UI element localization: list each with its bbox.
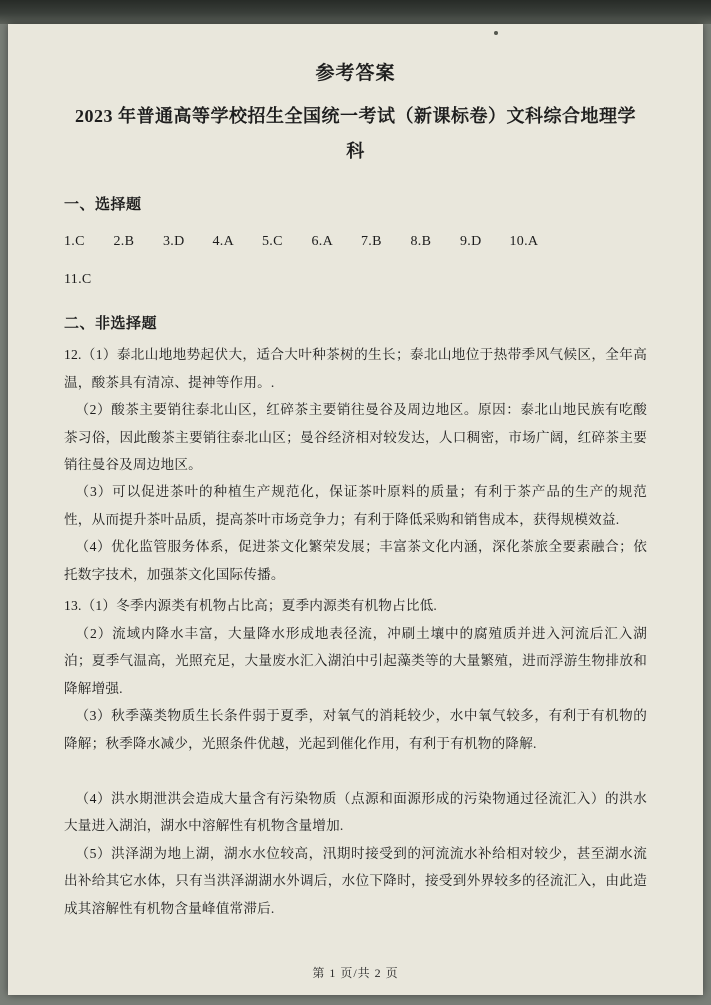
answer-item: 4.A — [212, 234, 235, 250]
answer-item: 10.A — [509, 234, 539, 250]
scan-top-band — [0, 0, 711, 24]
page-title: 参考答案 — [315, 63, 396, 84]
answer-paragraph-q12-1: 12.（1）泰北山地地势起伏大，适合大叶种茶树的生长；泰北山地位于热带季风气候区，全年高温，酸茶具有清凉、提神等作用。. — [64, 347, 647, 390]
answer-item: 3.D — [163, 234, 185, 250]
answer-paragraph-q13-3: （3）秋季藻类物质生长条件弱于夏季，对氧气的消耗较少，水中氧气较多，有利于有机物的降解；秋季降水减少，光照条件优越，光起到催化作用，有利于有机物的降解. — [64, 708, 647, 751]
answer-paragraph-q13-4: （4）洪水期泄洪会造成大量含有污染物质（点源和面源形成的污染物通过径流汇入）的洪水大量进入湖泊，湖水中溶解性有机物含量增加. — [64, 790, 647, 834]
answer-item: 2.B — [113, 234, 135, 250]
section-heading-choice: 一、选择题 — [64, 197, 142, 214]
page-footer: 第 1 页/共 2 页 — [312, 966, 399, 980]
answers-body — [64, 341, 647, 922]
scan-speck — [494, 31, 498, 35]
answer-item: 6.A — [311, 234, 334, 250]
answer-paragraph-q13-1: 13.（1）冬季内源类有机物占比高；夏季内源类有机物占比低. — [64, 598, 438, 614]
answer-paragraph-q13-2: （2）流域内降水丰富，大量降水形成地表径流，冲刷土壤中的腐殖质并进入河流后汇入湖泊；夏季气温高，光照充足，大量废水汇入湖泊中引起藻类等的大量繁殖，进而浮游生物排放和降解增强. — [64, 625, 647, 696]
answer-item: 8.B — [410, 234, 432, 250]
exam-subtitle-line2: 科 — [346, 141, 365, 162]
answer-paragraph-q12-2: （2）酸茶主要销往泰北山区，红碎茶主要销往曼谷及周边地区。原因：泰北山地民族有吃酸茶习俗，因此酸茶主要销往泰北山区；曼谷经济相对较发达，人口稠密，市场广阔，红碎茶主要销往曼谷及周边地区。 — [64, 402, 647, 472]
section-heading-noncochoice: 二、非选择题 — [64, 316, 158, 333]
choice-answers-row-2 — [64, 272, 647, 288]
answer-item: 11.C — [64, 272, 92, 288]
exam-subtitle-line1: 2023 年普通高等学校招生全国统一考试（新课标卷）文科综合地理学 — [75, 106, 636, 126]
answer-item: 7.B — [361, 234, 382, 250]
answer-item: 9.D — [460, 234, 482, 250]
document-page — [8, 24, 703, 995]
answer-paragraph-q12-4: （4）优化监管服务体系，促进茶文化繁荣发展；丰富茶文化内涵，深化茶旅全要素融合；依托数字技术，加强茶文化国际传播。 — [64, 539, 647, 582]
exam-subtitle — [64, 99, 647, 169]
choice-answers-row-1 — [64, 234, 647, 250]
answer-item: 5.C — [262, 234, 283, 250]
answer-item: 1.C — [64, 234, 85, 250]
answer-paragraph-q13-5: （5）洪泽湖为地上湖，湖水水位较高，汛期时接受到的河流流水补给相对较少，甚至湖水流出补给其它水体，只有当洪泽湖湖水外调后，水位下降时，接受到外界较多的径流汇入，由此造成其溶解性有机物含量峰值常滞后. — [64, 845, 647, 916]
answer-paragraph-q12-3: （3）可以促进茶叶的种植生产规范化，保证茶叶原料的质量；有利于茶产品的生产的规范性，从而提升茶叶品质，提高茶叶市场竞争力；有利于降低采购和销售成本，获得规模效益. — [64, 484, 647, 527]
